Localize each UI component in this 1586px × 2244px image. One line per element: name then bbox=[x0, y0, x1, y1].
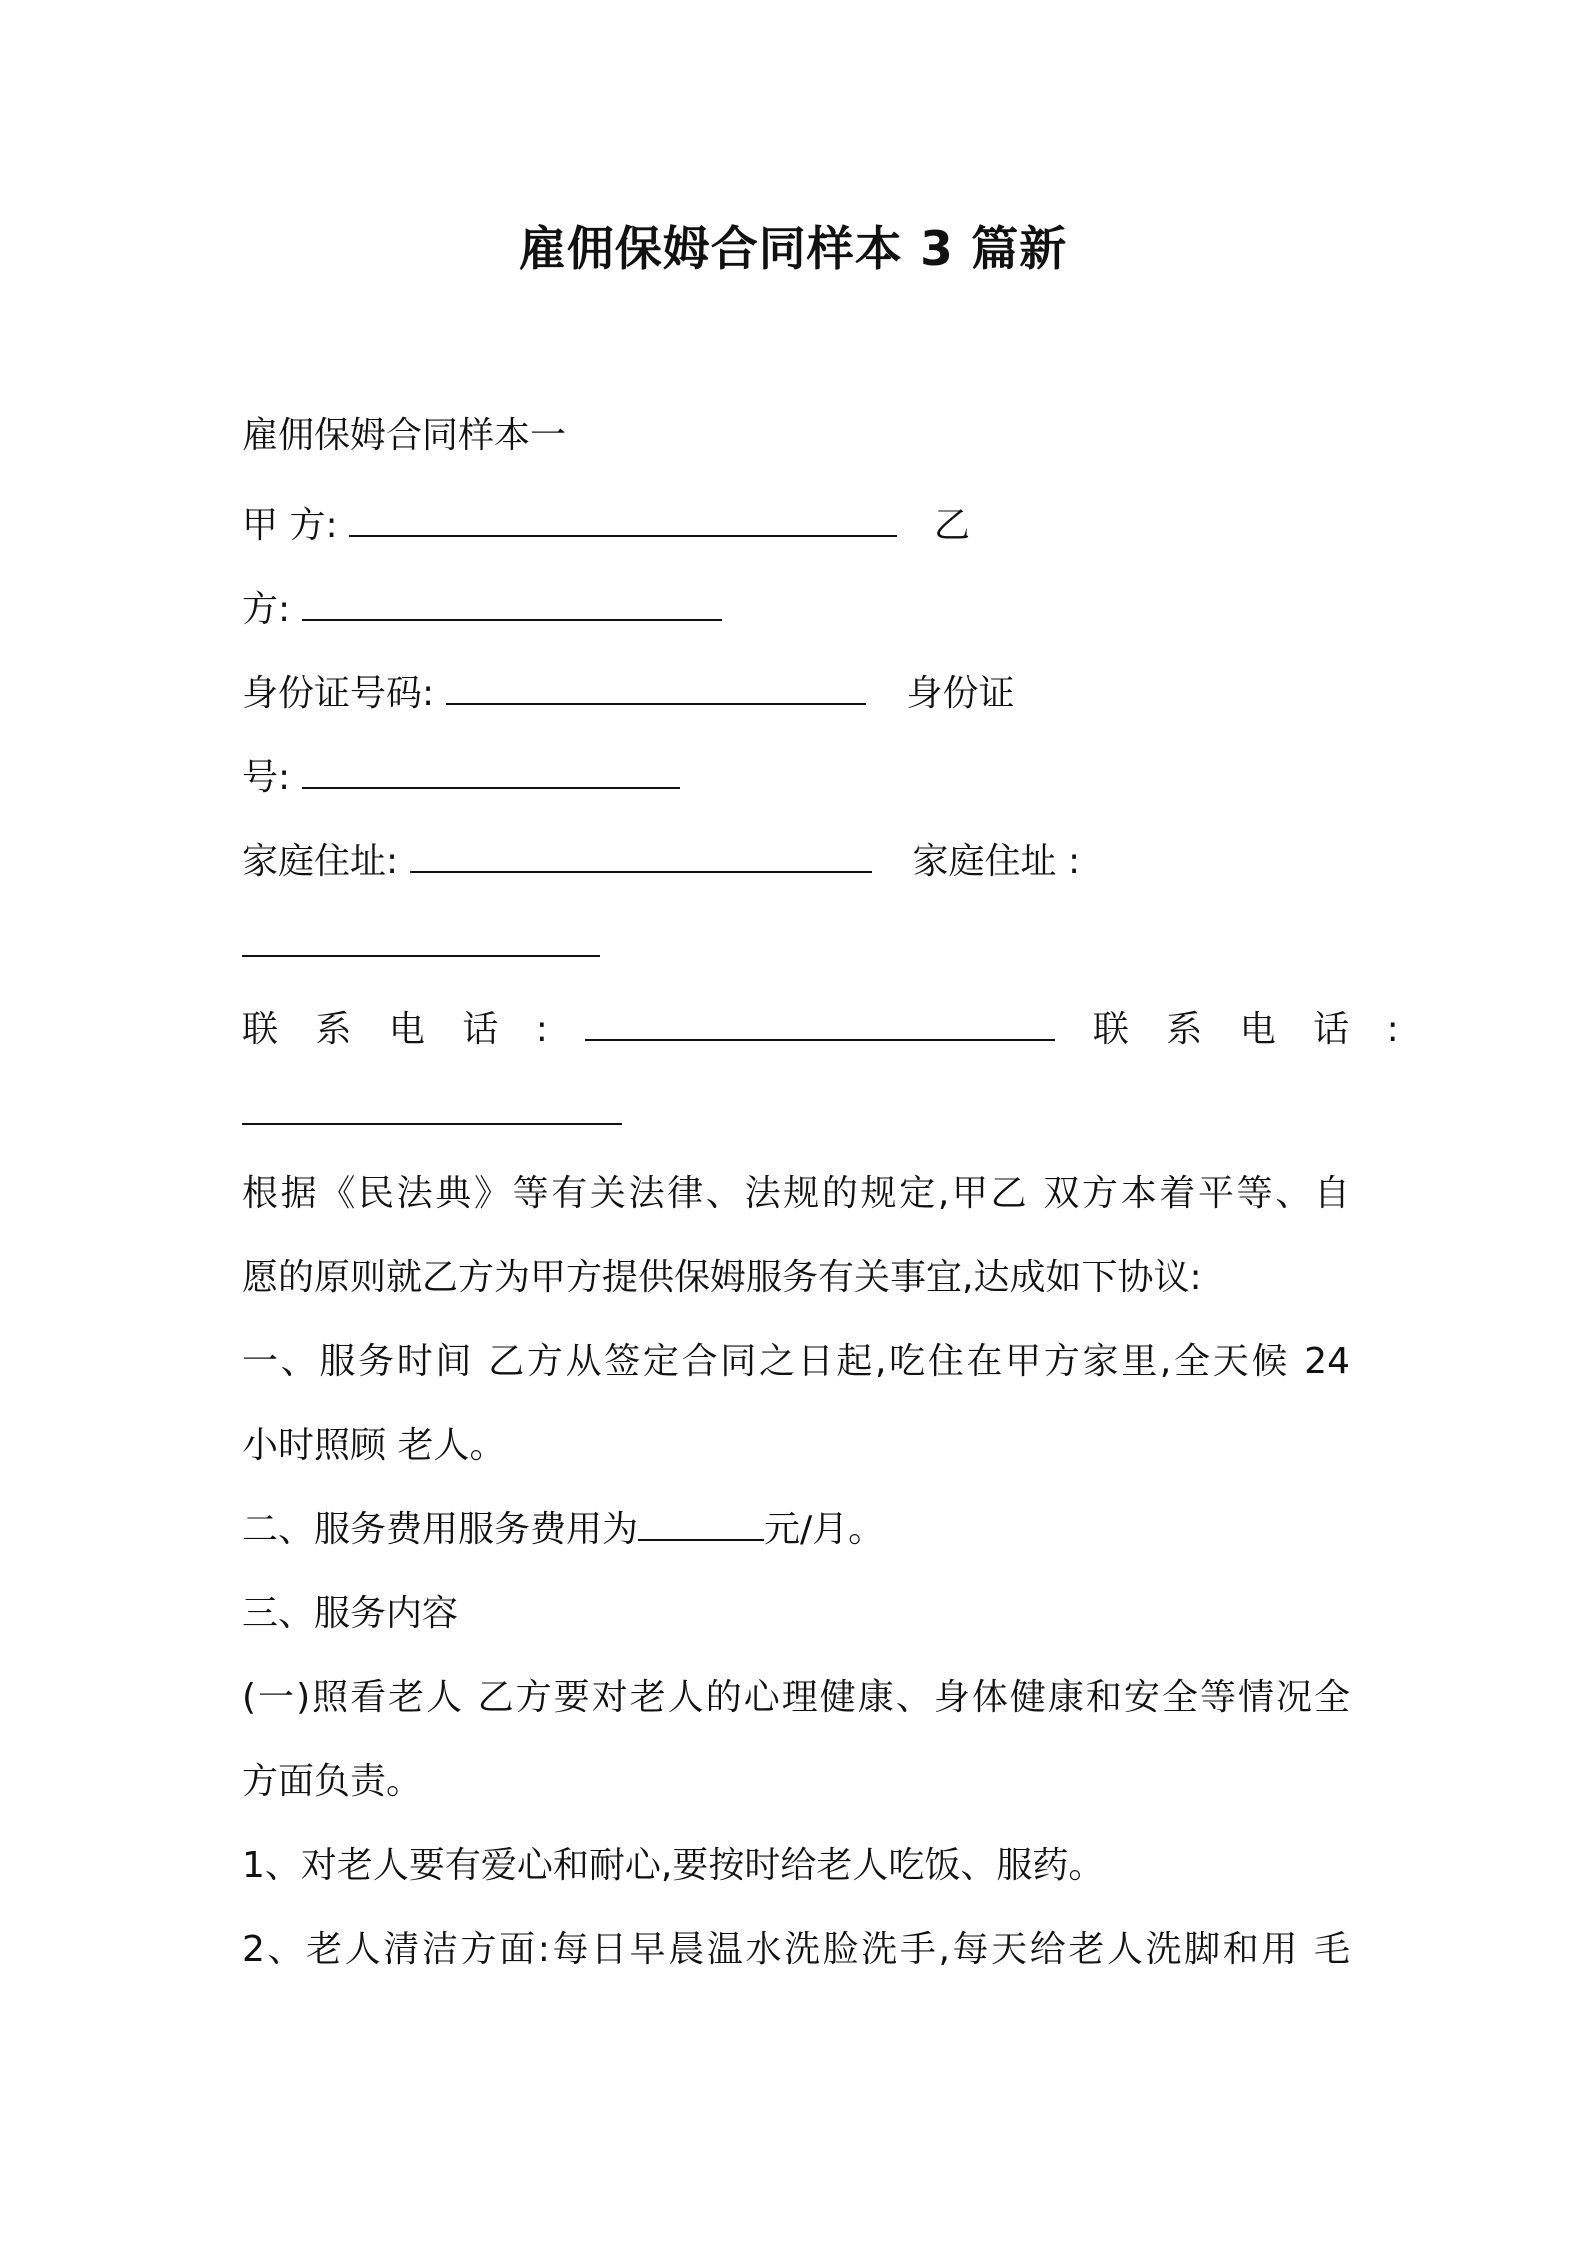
party-a-label: 甲 方: bbox=[242, 505, 338, 546]
fee-suffix: 元/月。 bbox=[764, 1509, 885, 1550]
care-line: (一)照看老人 乙方要对老人的心理健康、身体健康和安全等情况全 bbox=[242, 1677, 1350, 1718]
section-three-heading: 三、服务内容 bbox=[242, 1593, 459, 1634]
paragraph: 愿的原则就乙方为甲方提供保姆服务有关事宜,达成如下协议: bbox=[242, 1257, 1202, 1298]
party-b-label-start: 乙 bbox=[933, 505, 970, 546]
care-line: 方面负责。 bbox=[242, 1761, 423, 1802]
paragraph: 根据《民法典》等有关法律、法规的规定,甲乙 双方本着平等、自 bbox=[242, 1173, 1350, 1214]
party-a-blank[interactable] bbox=[349, 505, 897, 537]
address-a-blank[interactable] bbox=[410, 841, 872, 873]
care-line: 2、老人清洁方面:每日早晨温水洗脸洗手,每天给老人洗脚和用 毛 bbox=[242, 1929, 1350, 1970]
paragraph: 一、服务时间 乙方从签定合同之日起,吃住在甲方家里,全天候 24 bbox=[242, 1341, 1350, 1382]
id-number-a-label: 身份证号码: bbox=[242, 673, 435, 714]
care-line: 1、对老人要有爱心和耐心,要按时给老人吃饭、服药。 bbox=[242, 1845, 1105, 1886]
fee-blank[interactable] bbox=[638, 1509, 764, 1541]
id-number-b-label-end: 号: bbox=[242, 757, 291, 798]
fee-row bbox=[242, 1508, 884, 1551]
party-b-blank[interactable] bbox=[302, 589, 722, 621]
phone-b-row bbox=[242, 1092, 622, 1135]
paragraph: 小时照顾 老人。 bbox=[242, 1425, 506, 1466]
phone-row bbox=[242, 1008, 1399, 1051]
party-b-label-end: 方: bbox=[242, 589, 291, 630]
address-a-label: 家庭住址: bbox=[242, 841, 399, 882]
id-number-b-label-start: 身份证 bbox=[906, 673, 1015, 714]
page-title: 雇佣保姆合同样本 3 篇新 bbox=[518, 222, 1068, 277]
phone-a-label: 联 系 电 话 : bbox=[242, 1009, 548, 1050]
address-b-blank[interactable] bbox=[242, 925, 600, 957]
id-number-b-row bbox=[242, 756, 680, 799]
phone-b-label: 联 系 电 话 : bbox=[1092, 1009, 1399, 1050]
id-number-a-blank[interactable] bbox=[446, 673, 866, 705]
address-row bbox=[242, 840, 1080, 883]
address-b-label: 家庭住址 : bbox=[912, 841, 1081, 882]
section-heading: 雇佣保姆合同样本一 bbox=[242, 415, 567, 456]
phone-b-blank[interactable] bbox=[242, 1093, 622, 1125]
party-b-row bbox=[242, 588, 722, 631]
id-number-b-blank[interactable] bbox=[302, 757, 680, 789]
address-b-row bbox=[242, 924, 600, 967]
party-a-row bbox=[242, 504, 970, 547]
phone-a-blank[interactable] bbox=[585, 1009, 1055, 1041]
id-number-row bbox=[242, 672, 1015, 715]
fee-prefix: 二、服务费用服务费用为 bbox=[242, 1509, 639, 1550]
